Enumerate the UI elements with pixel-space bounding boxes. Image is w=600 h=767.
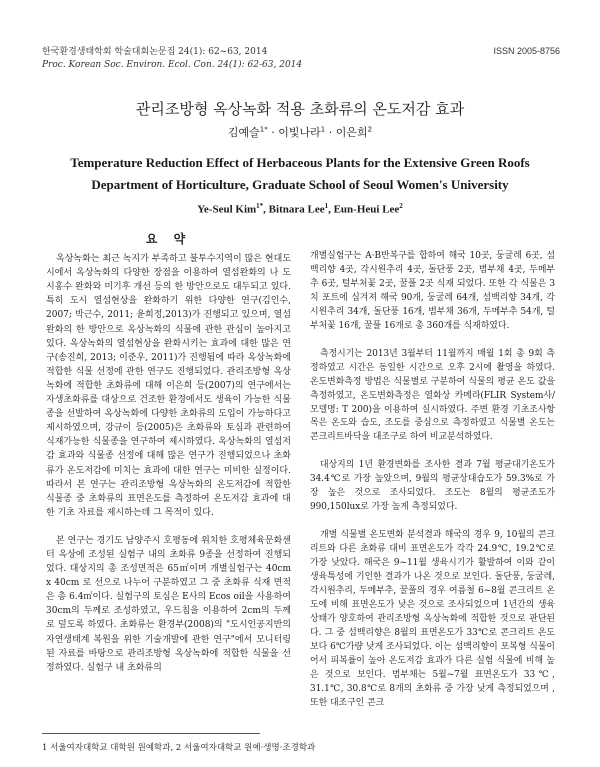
- affiliation-english: Department of Horticulture, Graduate School of Seoul Women's University: [91, 177, 509, 192]
- footnote: 1 서울여자대학교 대학원 원예학과, 2 서울여자대학교 원예·생명·조경학과: [42, 743, 316, 753]
- author-affiliation-mark: 2: [399, 202, 403, 210]
- author-separator: ,: [263, 203, 269, 216]
- author-name: 김예슬: [227, 126, 260, 139]
- footnote-divider: [42, 733, 260, 734]
- author-separator: ·: [325, 126, 336, 139]
- issn: ISSN 2005-8756: [493, 46, 560, 56]
- body-paragraph: 옥상녹화는 최근 녹지가 부족하고 불투수지역이 많은 현대도시에서 옥상녹화의 다양한 장점을 이용하여 열섬완화의 나 도시홍수 완화와 미기후 개선 등의 한 방안으로도 대두되고 있다. 특히 도시 열섬현상을 완화하기 위한 다양한 연구(김인수, 2007; 박근수, 2011; 윤희정,2013)가 진행되고 있으며, 열섬완화의 한 방안으로 옥상녹화의 식물에 관한 관심이 높아지고 있다. 옥상녹화의 열섬현상을 완화시키는 효과에 대한 많은 연구(송진희, 2013; 이준우, 2011)가 진행됨에 따라 옥상녹화에 적합한 식물 선정에 관한 연구도 진행되었다. 관리조방형 옥상녹화에 적합한 초화류에 대해 이은희 등(2007)의 연구에서는 자생초화류를 대상으로 건조한 환경에서도 생육이 가능한 식물종을 선발하여 옥상녹화에 다양한 초화류의 도입이 가능하다고 제시하였으며, 강규이 등(2005)은 초화류와 토심과 관련하여 식재가능한 식물종을 연구하여 제시하였다. 옥상녹화의 열섬저감 효과와 식물종 선정에 대해 많은 연구가 진행되었으나 초화류가 온도저감에 미치는 효과에 대한 연구는 미비한 실정이다. 따라서 본 연구는 관리조방형 옥상녹화의 온도저감에 적합한 식물종 중 초화류의 표면온도를 측정하여 온도저감 효과에 대한 기초 자료를 제시하는데 그 목적이 있다.: [46, 254, 291, 518]
- title-english: [0, 152, 600, 196]
- body-paragraph: 개별 식물별 온도변화 분석결과 해국의 경우 9, 10월의 콘크리트와 다른 초화류 대비 표면온도가 각각 24.9℃, 19.2℃로 가장 낮았다. 해국은 9~11월 생육시기가 활발하여 이와 같이 생육특성에 기인한 결과가 나온 것으로 보인다. 돌단풍, 둥굴레, 각시원추리, 두메부추, 꿀풀의 경우 여름철 6~8월 콘크리트 온도에 비해 표면온도가 낮은 것으로 조사되었으며 1년간의 생육상태가 양호하여 관리조방형 옥상녹화에 적합한 것으로 판단된다. 그 중 섬백리향은 8월의 표면온도가 33℃로 콘크리트 온도보다 6℃가량 낮게 조사되었다. 이는 섬백리향이 포복형 식물이어서 피복률이 높아 온도저감 효과가 다른 실험 식물에 비해 높은 것으로 보인다. 범부채는 5월~7월 표면온도가 33℃, 31.1℃, 30.8℃로 8개의 초화류 중 가장 낮게 측정되었으며 , 또한 대조구인 콘크: [310, 530, 555, 708]
- author-affiliation-mark: 1: [324, 202, 329, 210]
- body-column-left: [46, 232, 291, 689]
- author-separator: ,: [328, 203, 334, 216]
- journal-header: [42, 46, 302, 72]
- author-name: Bitnara Lee: [268, 203, 325, 216]
- author-name: 이빛나라: [278, 126, 321, 139]
- author-affiliation-mark: 2: [367, 125, 373, 134]
- title-english-line: Temperature Reduction Effect of Herbaceous Plants for the Extensive Green Roofs: [70, 155, 530, 170]
- author-name: 이은희: [335, 126, 368, 139]
- body-column-right: [310, 250, 555, 725]
- journal-citation-ko: 한국환경생태학회 학술대회논문집 24(1): 62~63, 2014: [42, 47, 268, 57]
- author-affiliation-mark: 1: [320, 125, 326, 134]
- abstract-heading: 요 약: [145, 232, 192, 246]
- author-affiliation-mark: 1*: [256, 202, 264, 210]
- body-paragraph: 본 연구는 경기도 남양주시 호평동에 위치한 호평체육문화센터 옥상에 조성된 실험구 내의 초화류 9종을 선정하여 진행되었다. 대상지의 총 조성면적은 65㎡이며 개별실험구는 40cm x 40cm 로 선으로 나누어 구분하였고 그 중 초화류 식재 면적은 총 6.4㎡이다. 실험구의 토심은 E사의 Ecos oil을 사용하여 30cm의 두께로 조성하였고, 우드칩을 이용하여 2cm의 두께로 덮도록 하였다. 초화류는 환경부(2008)의 "도시인공지반의 자연생태계 복원을 위한 기술개발에 관한 연구"에서 모니터링 된 자료를 바탕으로 관리조방형 옥상녹화에 적합한 식물을 선정하였다. 실험구 내 초화류의: [46, 535, 291, 673]
- author-affiliation-mark: 1*: [259, 125, 268, 134]
- authors-korean: [0, 124, 600, 140]
- author-separator: ·: [267, 126, 279, 139]
- author-name: Ye-Seul Kim: [197, 203, 257, 216]
- author-name: Eun-Heui Lee: [333, 203, 400, 216]
- body-paragraph: 측정시기는 2013년 3월부터 11월까지 매월 1회 총 9회 측정하였고 시간은 동일한 시간으로 오후 2시에 촬영을 하였다. 온도변화측정 방법은 식물별로 구분하여 식물의 평균 온도 값을 측정하였고, 온도변화측정은 열화상 카메라(FLIR System사/모델명: T 200)을 이용하여 실시하였다. 주변 환경 기초조사항목은 온도와 습도, 조도를 중심으로 측정하였고 식물별 온도는 콘크리트바닥을 대조구로 하여 비교분석하였다.: [310, 348, 555, 443]
- body-paragraph: 개별실험구는 A·B반복구를 합하여 해국 10곳, 둥굴레 6곳, 섬백리향 4곳, 각시원추리 4곳, 돌단풍 2곳, 범부채 4곳, 두메부추 6곳, 털부처꽃 2곳, 꿀풀 2곳 식재 되었다. 또한 각 식물은 3치 포트에 심겨져 해국 90개, 둥굴레 64개, 섬백리향 34개, 각시원추리 34개, 돌단풍 16개, 범부채 36개, 두메부추 54개, 털부처꽃 16개, 꿀풀 16개로 총 360개를 식재하였다.: [310, 251, 555, 331]
- journal-citation-en: Proc. Korean Soc. Environ. Ecol. Con. 24(1): 62-63, 2014: [42, 60, 303, 70]
- authors-english: [0, 202, 600, 216]
- body-paragraph: 대상지의 1년 환경변화를 조사한 결과 7월 평균대기온도가 34.4℃로 가장 높았으며, 9월의 평균상대습도가 59.3%로 가장 높은 것으로 조사되었다. 조도는 8월의 평균조도가 990,150lux로 가장 높게 측정되었다.: [310, 460, 555, 513]
- title-korean: 관리조방형 옥상녹화 적용 초화류의 온도저감 효과: [135, 100, 465, 118]
